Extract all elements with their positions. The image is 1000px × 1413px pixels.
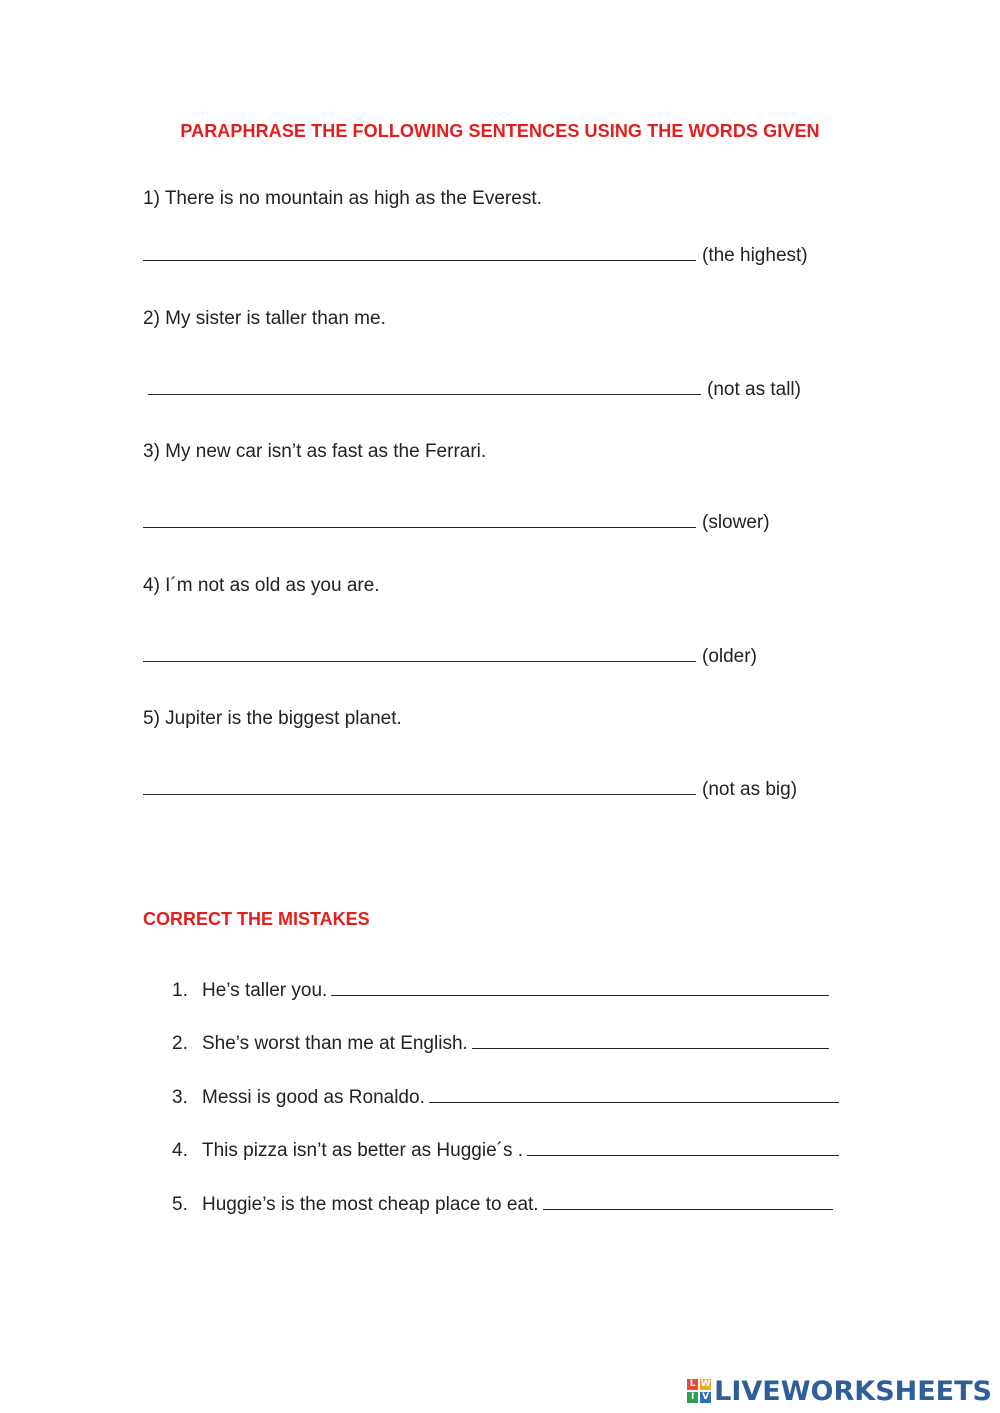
mistake-item-4 <box>172 1135 839 1162</box>
paraphrase-answer-line-1[interactable] <box>143 240 696 261</box>
mistake-number-5: 5. <box>172 1194 188 1215</box>
paraphrase-sentence-5: 5) Jupiter is the biggest planet. <box>143 708 402 729</box>
paraphrase-answer-row-1 <box>143 240 808 266</box>
mistake-answer-line-1[interactable] <box>331 975 829 996</box>
paraphrase-answer-row-4 <box>143 641 757 667</box>
liveworksheets-wordmark: LIVEWORKSHEETS <box>714 1375 992 1407</box>
paraphrase-answer-row-2 <box>143 374 801 400</box>
mistake-item-2 <box>172 1028 829 1055</box>
mistake-answer-line-3[interactable] <box>429 1082 839 1103</box>
mistake-item-1 <box>172 975 829 1002</box>
paraphrase-answer-row-5 <box>143 774 797 800</box>
paraphrase-hint-2: (not as tall) <box>707 379 801 400</box>
paraphrase-answer-line-3[interactable] <box>143 507 696 528</box>
mistake-answer-line-2[interactable] <box>472 1028 829 1049</box>
mistake-text-4: This pizza isn’t as better as Huggie´s . <box>202 1140 524 1161</box>
mistake-number-2: 2. <box>172 1033 188 1054</box>
mistake-text-5: Huggie’s is the most cheap place to eat. <box>202 1194 539 1215</box>
paraphrase-answer-row-3 <box>143 507 770 533</box>
logo-letter: V <box>700 1392 711 1403</box>
liveworksheets-logo-icon <box>687 1379 711 1403</box>
paraphrase-hint-1: (the highest) <box>702 245 808 266</box>
logo-letter: L <box>687 1379 698 1390</box>
logo-letter: I <box>687 1392 698 1403</box>
mistake-answer-line-5[interactable] <box>543 1189 833 1210</box>
paraphrase-sentence-1: 1) There is no mountain as high as the Everest. <box>143 188 542 209</box>
mistake-text-3: Messi is good as Ronaldo. <box>202 1087 425 1108</box>
mistake-number-1: 1. <box>172 980 188 1001</box>
mistake-item-3 <box>172 1082 839 1109</box>
mistake-number-3: 3. <box>172 1087 188 1108</box>
section2-title: CORRECT THE MISTAKES <box>143 909 370 929</box>
logo-letter: W <box>700 1379 711 1389</box>
mistake-text-1: He’s taller you. <box>202 980 328 1001</box>
mistake-answer-line-4[interactable] <box>527 1135 839 1156</box>
paraphrase-hint-3: (slower) <box>702 512 770 533</box>
paraphrase-sentence-3: 3) My new car isn’t as fast as the Ferrari. <box>143 441 487 462</box>
paraphrase-answer-line-5[interactable] <box>143 774 696 795</box>
mistake-item-5 <box>172 1189 833 1216</box>
paraphrase-answer-line-4[interactable] <box>143 641 696 662</box>
mistake-text-2: She’s worst than me at English. <box>202 1033 468 1054</box>
paraphrase-sentence-2: 2) My sister is taller than me. <box>143 308 386 329</box>
section1-title: PARAPHRASE THE FOLLOWING SENTENCES USING THE WORDS GIVEN <box>180 121 820 141</box>
mistake-number-4: 4. <box>172 1140 188 1161</box>
paraphrase-answer-line-2[interactable] <box>148 374 701 395</box>
paraphrase-hint-5: (not as big) <box>702 779 798 800</box>
paraphrase-hint-4: (older) <box>702 646 757 667</box>
paraphrase-sentence-4: 4) I´m not as old as you are. <box>143 575 380 596</box>
liveworksheets-brand <box>687 1375 992 1407</box>
